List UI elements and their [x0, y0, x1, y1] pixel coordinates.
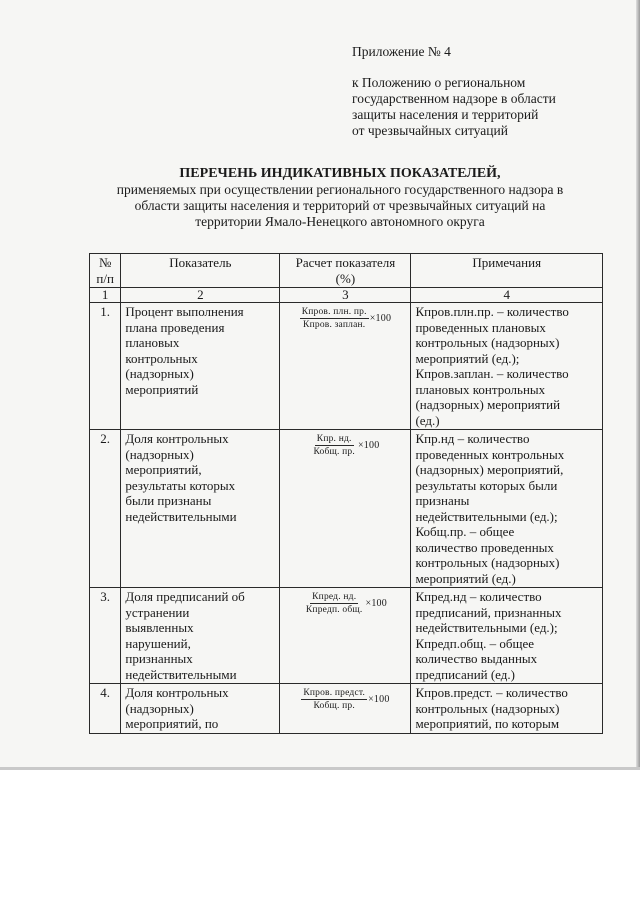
appendix-line: от чрезвычайных ситуаций	[352, 123, 508, 138]
notes-cell	[411, 684, 603, 734]
indicator-line: (надзорных)	[125, 700, 194, 716]
notes-cell	[411, 588, 603, 684]
indicators-table	[89, 253, 603, 734]
indicator-cell	[121, 684, 280, 734]
notes-line: мероприятий, по которым	[415, 716, 560, 731]
formula	[284, 591, 406, 616]
calc-cell	[280, 430, 411, 588]
indicator-line: были признаны	[125, 493, 212, 508]
title-sub-line: территории Ямало-Ненецкого автономного округа	[195, 214, 485, 229]
header-notes: Примечания	[411, 254, 603, 288]
column-number: 2	[121, 288, 280, 303]
notes-line: (надзорных) мероприятий,	[415, 462, 564, 477]
notes-line: Кобщ.пр. – общее	[415, 524, 515, 539]
notes-line: контрольных (надзорных)	[415, 555, 560, 570]
formula-denominator: Кпров. заплан.	[303, 320, 366, 330]
notes-line: недействительными (ед.);	[415, 508, 558, 524]
notes-line: мероприятий (ед.);	[415, 350, 520, 366]
formula-fraction	[300, 306, 369, 331]
notes-line: проведенных контрольных	[415, 446, 565, 462]
indicator-line: (надзорных)	[125, 366, 194, 381]
indicator-line: плановых	[125, 335, 180, 350]
calc-cell	[280, 303, 411, 430]
indicator-line: результаты которых	[125, 477, 236, 493]
notes-line: Кпр.нд – количество	[415, 431, 530, 446]
table-header-row	[90, 254, 603, 288]
formula-multiplier: ×100	[365, 597, 387, 609]
appendix-header	[352, 44, 622, 139]
title-sub-line: применяемых при осуществлении регионального государственного надзора в	[116, 182, 564, 197]
indicator-line: устранении	[125, 604, 190, 620]
indicator-line: Доля предписаний об	[125, 589, 245, 604]
formula-fraction	[301, 687, 367, 712]
title-sub-line: области защиты населения и территорий от чрезвычайных ситуаций на	[134, 198, 546, 213]
formula-fraction	[311, 433, 357, 458]
row-number: 3.	[90, 588, 121, 684]
indicator-line: мероприятий, по	[125, 716, 219, 731]
notes-line: (ед.)	[415, 412, 440, 428]
table-row	[90, 588, 603, 684]
formula	[284, 433, 406, 458]
indicator-cell	[121, 588, 280, 684]
header-calc: Расчет показателя (%)	[280, 254, 411, 288]
row-number: 4.	[90, 684, 121, 734]
column-number: 3	[280, 288, 411, 303]
formula-denominator: Кпредп. общ.	[305, 605, 363, 615]
notes-line: недействительными (ед.);	[415, 620, 558, 635]
formula-multiplier: ×100	[369, 312, 392, 324]
indicator-line: недействительными	[125, 666, 237, 682]
indicator-line: мероприятий,	[125, 462, 202, 477]
indicator-line: плана проведения	[125, 319, 225, 335]
column-number: 1	[90, 288, 121, 303]
title-main: ПЕРЕЧЕНЬ ИНДИКАТИВНЫХ ПОКАЗАТЕЛЕЙ,	[179, 166, 501, 181]
notes-line: Кпредп.общ. – общее	[415, 635, 535, 651]
notes-line: Кпров.предст. – количество	[415, 685, 568, 700]
table-row	[90, 430, 603, 588]
notes-line: результаты которых были	[415, 477, 558, 493]
indicator-line: (надзорных)	[125, 446, 194, 462]
formula-multiplier: ×100	[357, 439, 380, 451]
notes-line: количество проведенных	[415, 539, 554, 555]
appendix-line: к Положению о региональном	[352, 75, 526, 90]
formula	[284, 687, 406, 712]
indicator-line: недействительными	[125, 508, 237, 524]
table-row	[90, 303, 603, 430]
formula-numerator: Кпров. плн. пр.	[301, 307, 367, 317]
formula-fraction	[304, 591, 365, 616]
indicator-line: контрольных	[125, 350, 198, 366]
indicator-line: нарушений,	[125, 635, 191, 651]
calc-cell	[280, 684, 411, 734]
row-number: 1.	[90, 303, 121, 430]
notes-cell	[411, 303, 603, 430]
formula-numerator: Кпр. нд.	[316, 434, 352, 444]
notes-line: плановых контрольных	[415, 381, 546, 397]
indicator-line: Доля контрольных	[125, 431, 229, 446]
formula-denominator: Кобщ. пр.	[313, 701, 355, 711]
notes-line: предписаний, признанных	[415, 604, 562, 620]
header-num: № п/п	[90, 254, 121, 288]
indicator-cell	[121, 430, 280, 588]
appendix-line: защиты населения и территорий	[352, 107, 539, 122]
notes-line: предписаний (ед.)	[415, 666, 515, 682]
notes-line: количество выданных	[415, 651, 538, 666]
document-title	[70, 166, 610, 230]
calc-cell	[280, 588, 411, 684]
formula	[284, 306, 406, 331]
indicator-line: Процент выполнения	[125, 304, 244, 319]
indicator-line: выявленных	[125, 620, 194, 635]
notes-line: контрольных (надзорных)	[415, 700, 560, 716]
row-number: 2.	[90, 430, 121, 588]
formula-denominator: Кобщ. пр.	[313, 447, 355, 457]
notes-line: контрольных (надзорных)	[415, 335, 560, 350]
notes-line: проведенных плановых	[415, 319, 546, 335]
notes-line: Кпред.нд – количество	[415, 589, 542, 604]
appendix-line: государственном надзоре в области	[352, 91, 556, 106]
notes-line: Кпров.заплан. – количество	[415, 366, 569, 381]
indicator-cell	[121, 303, 280, 430]
header-indicator: Показатель	[121, 254, 280, 288]
column-numbers-row	[90, 288, 603, 303]
notes-line: Кпров.плн.пр. – количество	[415, 304, 569, 319]
indicator-line: признанных	[125, 651, 193, 666]
notes-cell	[411, 430, 603, 588]
appendix-number: Приложение № 4	[352, 44, 451, 59]
notes-line: (надзорных) мероприятий	[415, 397, 561, 412]
formula-numerator: Кпров. предст.	[303, 688, 366, 698]
indicator-line: мероприятий	[125, 381, 199, 397]
table-row	[90, 684, 603, 734]
page-edge-shadow	[636, 0, 640, 767]
indicator-line: Доля контрольных	[125, 685, 229, 700]
column-number: 4	[411, 288, 603, 303]
formula-multiplier: ×100	[368, 693, 390, 705]
notes-line: признаны	[415, 493, 470, 508]
formula-numerator: Кпред. нд.	[312, 592, 357, 602]
notes-line: мероприятий (ед.)	[415, 570, 516, 586]
